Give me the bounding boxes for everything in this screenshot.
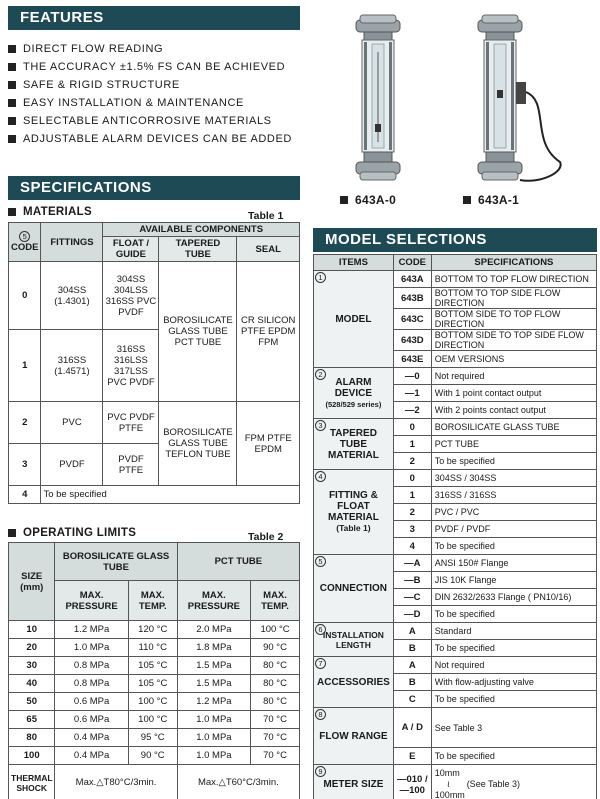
fittings-header: FITTINGS <box>41 223 103 262</box>
table-row: 3 PVDF PVDF PTFE <box>9 444 300 486</box>
table-row: 5 CONNECTION —A ANSI 150# Flange <box>314 555 597 572</box>
float-guide-header: FLOAT / GUIDE <box>103 237 159 262</box>
table-row: 1 316SS (1.4571) 316SS 316LSS 317LSS PVC PVDF <box>9 330 300 402</box>
operating-limits-table <box>8 542 300 799</box>
table-row: 3 TAPERED TUBE MATERIAL 0 BOROSILICATE GLASS TUBE <box>314 419 597 436</box>
feature-item: SELECTABLE ANTICORROSIVE MATERIALS <box>8 112 308 130</box>
feature-item: THE ACCURACY ±1.5% FS CAN BE ACHIEVED <box>8 58 308 76</box>
item-connection: 5 CONNECTION <box>314 555 394 623</box>
circled-number: 5 <box>315 556 326 567</box>
table-row: 643D BOTTOM SIDE TO TOP SIDE FLOW DIRECTION <box>314 330 597 351</box>
table-row: 3 PVDF / PVDF <box>314 521 597 538</box>
max-temp-header: MAX. TEMP. <box>251 581 300 621</box>
bullet-square-icon <box>8 135 16 143</box>
bullet-square-icon <box>8 117 16 125</box>
circled-number: 1 <box>315 272 326 283</box>
table-row: 2 To be specified <box>314 453 597 470</box>
operating-limits-heading: OPERATING LIMITS <box>8 527 136 539</box>
model-selections-table <box>313 254 597 799</box>
table-row: —B JIS 10K Flange <box>314 572 597 589</box>
circled-number: 7 <box>315 658 326 669</box>
table-row: 65 0.6 MPa 100 °C 1.0 MPa 70 °C <box>9 711 300 729</box>
item-meter-size: 9 METER SIZE <box>314 765 394 799</box>
table-row: 2 PVC PVC PVDF PTFE BOROSILICATE GLASS TUBE TEFLON TUBE FPM PTFE EPDM <box>9 402 300 444</box>
model-selections-title: MODEL SELECTIONS <box>313 228 597 252</box>
items-header: ITEMS <box>314 255 394 271</box>
materials-heading: MATERIALS <box>8 206 92 218</box>
item-fitting-float: 4 FITTING & FLOAT MATERIAL (Table 1) <box>314 470 394 555</box>
item-accessories: 7 ACCESSORIES <box>314 657 394 708</box>
table-row: 40 0.8 MPa 105 °C 1.5 MPa 80 °C <box>9 675 300 693</box>
features-title: FEATURES <box>8 6 300 30</box>
bullet-square-icon <box>340 196 348 204</box>
feature-item: DIRECT FLOW READING <box>8 40 308 58</box>
table-row: B With flow-adjusting valve <box>314 674 597 691</box>
thermal-shock-row: THERMAL SHOCK Max.△T80°C/3min. Max.△T60°C/3min. <box>9 765 300 799</box>
specifications-title: SPECIFICATIONS <box>8 176 300 200</box>
seal-header: SEAL <box>237 237 300 262</box>
table-row: 8 FLOW RANGE A / D See Table 3 <box>314 708 597 748</box>
bullet-square-icon <box>8 45 16 53</box>
table-row: 4 To be specified <box>314 538 597 555</box>
table-row: 0 304SS (1.4301) 304SS 304LSS 316SS PVC PVDF BOROSILICATE GLASS TUBE PCT TUBE CR SILICON PTFE EPDM FPM <box>9 262 300 330</box>
feature-item: EASY INSTALLATION & MAINTENANCE <box>8 94 308 112</box>
bullet-square-icon <box>463 196 471 204</box>
circled-number: 8 <box>315 709 326 720</box>
table-row: 643B BOTTOM TO TOP SIDE FLOW DIRECTION <box>314 288 597 309</box>
bullet-square-icon <box>8 81 16 89</box>
circled-number: 5 <box>19 231 30 242</box>
item-tapered-tube: 3 TAPERED TUBE MATERIAL <box>314 419 394 470</box>
table-row: 1 316SS / 316SS <box>314 487 597 504</box>
circled-number: 4 <box>315 471 326 482</box>
table-row: C To be specified <box>314 691 597 708</box>
product-label-643a-0: 643A-0 <box>340 193 396 207</box>
code-header: CODE <box>393 255 431 271</box>
item-installation-length: 6 INSTALLATION LENGTH <box>314 623 394 657</box>
max-pressure-header: MAX. PRESSURE <box>55 581 128 621</box>
table-row: —D To be specified <box>314 606 597 623</box>
table-row: —1 With 1 point contact output <box>314 385 597 402</box>
materials-table <box>8 222 300 504</box>
circled-number: 6 <box>315 624 326 635</box>
table-row: 1 MODEL 643A BOTTOM TO TOP FLOW DIRECTION <box>314 271 597 288</box>
table-row: 4 FITTING & FLOAT MATERIAL (Table 1) 0 304SS / 304SS <box>314 470 597 487</box>
max-temp-header: MAX. TEMP. <box>128 581 177 621</box>
table-row: E To be specified <box>314 748 597 765</box>
table-2-label: Table 2 <box>248 531 284 543</box>
bullet-square-icon <box>8 208 16 216</box>
available-components-header: AVAILABLE COMPONENTS <box>103 223 300 237</box>
max-pressure-header: MAX. PRESSURE <box>177 581 250 621</box>
table-1-label: Table 1 <box>248 210 284 222</box>
bullet-square-icon <box>8 529 16 537</box>
table-row: 10 1.2 MPa 120 °C 2.0 MPa 100 °C <box>9 621 300 639</box>
table-row: 1 PCT TUBE <box>314 436 597 453</box>
flowmeter-643a-1-image <box>460 12 570 190</box>
flowmeter-643a-0-image <box>338 12 418 190</box>
table-row: 4 To be specified <box>9 486 300 504</box>
feature-item: SAFE & RIGID STRUCTURE <box>8 76 308 94</box>
circled-number: 3 <box>315 420 326 431</box>
item-alarm-device: 2 ALARM DEVICE (528/529 series) <box>314 368 394 419</box>
bullet-square-icon <box>8 63 16 71</box>
circled-number: 9 <box>315 766 326 777</box>
size-header: SIZE (mm) <box>9 543 55 621</box>
feature-item: ADJUSTABLE ALARM DEVICES CAN BE ADDED <box>8 130 308 148</box>
borosilicate-header: BOROSILICATE GLASS TUBE <box>55 543 177 581</box>
table-row: 643C BOTTOM SIDE TO TOP FLOW DIRECTION <box>314 309 597 330</box>
table-row: —2 With 2 points contact output <box>314 402 597 419</box>
table-row: 643E OEM VERSIONS <box>314 351 597 368</box>
table-row: 7 ACCESSORIES A Not required <box>314 657 597 674</box>
bullet-square-icon <box>8 99 16 107</box>
table-row: 9 METER SIZE —010 / —100 10mm ≀ (See Table 3) 100mm <box>314 765 597 799</box>
meter-size-spec: 10mm ≀ (See Table 3) 100mm <box>431 765 596 799</box>
product-label-643a-1: 643A-1 <box>463 193 519 207</box>
table-row: —C DIN 2632/2633 Flange ( PN10/16) <box>314 589 597 606</box>
circled-number: 2 <box>315 369 326 380</box>
table-row: B To be specified <box>314 640 597 657</box>
code-header: 5 CODE <box>9 223 41 262</box>
table-row: 20 1.0 MPa 110 °C 1.8 MPa 90 °C <box>9 639 300 657</box>
table-row: 6 INSTALLATION LENGTH A Standard <box>314 623 597 640</box>
specifications-header: SPECIFICATIONS <box>431 255 596 271</box>
table-row: 2 ALARM DEVICE (528/529 series) —0 Not required <box>314 368 597 385</box>
item-flow-range: 8 FLOW RANGE <box>314 708 394 765</box>
item-model: 1 MODEL <box>314 271 394 368</box>
pct-header: PCT TUBE <box>177 543 299 581</box>
features-list <box>8 40 308 148</box>
table-row: 30 0.8 MPa 105 °C 1.5 MPa 80 °C <box>9 657 300 675</box>
table-row: 50 0.6 MPa 100 °C 1.2 MPa 80 °C <box>9 693 300 711</box>
tapered-tube-header: TAPERED TUBE <box>159 237 237 262</box>
table-row: 100 0.4 MPa 90 °C 1.0 MPa 70 °C <box>9 747 300 765</box>
table-row: 2 PVC / PVC <box>314 504 597 521</box>
table-row: 80 0.4 MPa 95 °C 1.0 MPa 70 °C <box>9 729 300 747</box>
